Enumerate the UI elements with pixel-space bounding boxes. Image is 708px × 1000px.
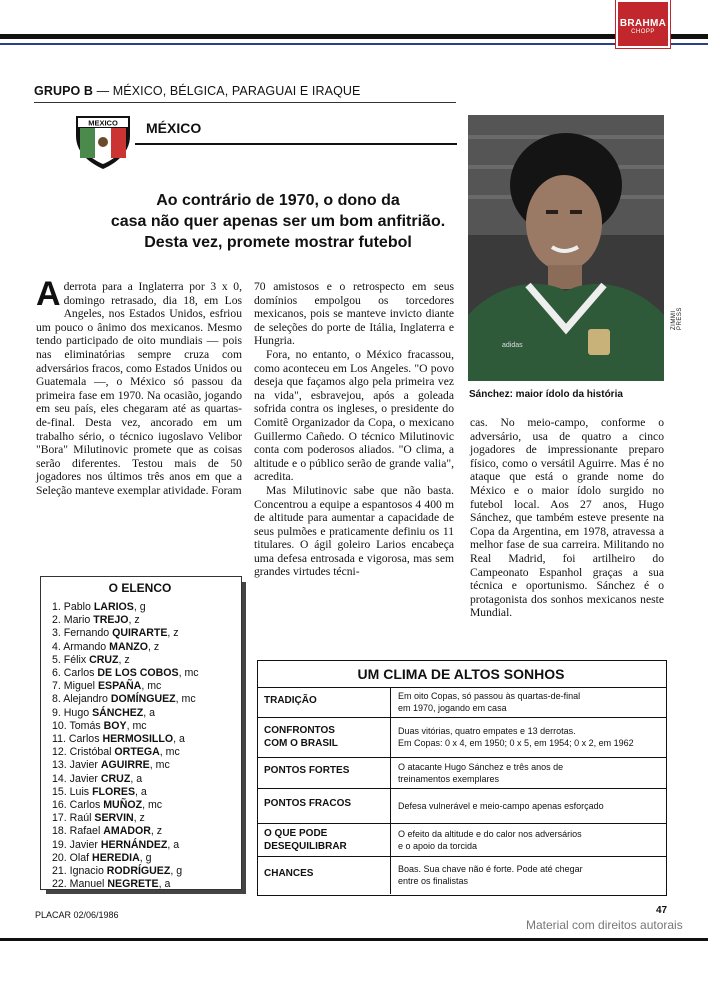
article-column-2: [254, 280, 454, 579]
headline-line: Desta vez, promete mostrar futebol: [144, 234, 412, 251]
clima-value-line: entre os finalistas: [398, 876, 469, 886]
player-number-first: 14. Javier: [52, 772, 101, 785]
clima-value-line: Em oito Copas, só passou às quartas-de-final: [398, 691, 581, 701]
clima-value: [398, 863, 660, 887]
player-row: [52, 786, 199, 799]
player-row: [52, 627, 199, 640]
clima-value-line: O atacante Hugo Sánchez e três anos de: [398, 761, 564, 772]
player-position: , g: [170, 865, 183, 878]
player-row: [52, 799, 199, 812]
mexico-crest-icon: [74, 114, 132, 170]
clima-row-line: [257, 687, 666, 688]
player-last-name: NEGRETE: [107, 878, 159, 891]
player-row: [52, 667, 199, 680]
player-row: [52, 720, 199, 733]
clima-key-line: O QUE PODE: [264, 827, 328, 839]
clima-key: [264, 724, 338, 750]
player-row: [52, 878, 199, 891]
player-last-name: QUIRARTE: [112, 627, 168, 640]
clima-value-line: Boas. Sua chave não é forte. Pode até chegar: [398, 864, 583, 874]
player-row: [52, 759, 199, 772]
clima-key: [264, 797, 351, 810]
player-last-name: BOY: [103, 719, 127, 732]
player-number-first: 15. Luis: [52, 785, 93, 798]
player-last-name: FLORES: [92, 785, 136, 798]
watermark: Material com direitos autorais: [526, 918, 683, 932]
paragraph: cas. No meio-campo, conforme o adversário, usa de quatro a cinco jogadores de impressionante preparo físico, como o versátil Aguirre. Mas é no ataque que está o grande nome do México e o maior ídolo surgido no futebol local. Aos 27 anos, Hugo Sánchez, que também esteve presente na Copa da Argentina, em 1978, atravessa a melhor fase de sua carreira. Militando no Real Madrid, foi artilheiro do Campeonato Espanhol graças a sua técnica e oportunismo. Sánchez é o protagonista dos sonhos mexicanos neste Mundial.: [470, 416, 664, 620]
clima-value: [398, 800, 660, 812]
player-row: [52, 641, 199, 654]
player-position: , a: [158, 878, 171, 891]
player-last-name: DE LOS COBOS: [97, 667, 179, 680]
player-number-first: 4. Armando: [52, 640, 110, 653]
country-title: MÉXICO: [146, 120, 202, 136]
player-row: [52, 852, 199, 865]
player-position: , mc: [141, 680, 162, 693]
player-position: , a: [130, 772, 143, 785]
brand-sub: CHOPP: [631, 29, 655, 35]
player-last-name: SÁNCHEZ: [92, 706, 144, 719]
player-row: [52, 693, 199, 706]
elenco-list: [52, 601, 199, 891]
clima-row-line: [257, 856, 666, 857]
group-label: GRUPO B: [34, 84, 94, 98]
clima-value-line: e o apoio da torcida: [398, 840, 478, 851]
player-row: [52, 654, 199, 667]
clima-row-line: [257, 717, 666, 718]
clima-key-line: CHANCES: [264, 867, 314, 879]
player-last-name: AMADOR: [103, 825, 151, 838]
clima-key: [264, 764, 349, 777]
player-number-first: 22. Manuel: [52, 878, 108, 891]
group-teams: — MÉXICO, BÉLGICA, PARAGUAI E IRAQUE: [93, 84, 361, 98]
photo-caption: Sánchez: maior ídolo da história: [469, 389, 623, 400]
player-number-first: 17. Raúl: [52, 812, 95, 825]
player-position: , mc: [175, 693, 196, 706]
footer-issue: PLACAR 02/06/1986: [35, 910, 119, 920]
clima-value: [398, 690, 660, 714]
player-row: [52, 746, 199, 759]
player-number-first: 12. Cristóbal: [52, 746, 115, 759]
player-number-first: 7. Miguel: [52, 680, 98, 693]
sanchez-photo: [468, 115, 664, 381]
clima-row-line: [257, 823, 666, 824]
player-position: , z: [147, 640, 160, 653]
player-number-first: 1. Pablo: [52, 601, 94, 613]
player-number-first: 10. Tomás: [52, 719, 104, 732]
player-row: [52, 839, 199, 852]
player-position: , mc: [149, 759, 170, 772]
top-rule: [0, 34, 708, 39]
player-number-first: 2. Mario: [52, 614, 94, 627]
clima-row-line: [257, 757, 666, 758]
brahma-logo: [616, 0, 670, 48]
player-last-name: DOMÍNGUEZ: [110, 693, 176, 706]
clima-value-line: O efeito da altitude e do calor nos adversários: [398, 828, 582, 839]
photo-credit: ZIMMI PRESS: [671, 307, 683, 330]
player-number-first: 8. Alejandro: [52, 693, 111, 706]
drop-cap: A: [36, 275, 61, 313]
player-last-name: ESPAÑA: [97, 680, 142, 693]
clima-key: [264, 694, 317, 707]
clima-title: UM CLIMA DE ALTOS SONHOS: [357, 666, 565, 682]
player-number-first: 19. Javier: [52, 838, 101, 851]
player-number-first: 11. Carlos: [52, 733, 103, 746]
player-position: , a: [167, 838, 180, 851]
clima-divider: [390, 687, 391, 894]
player-last-name: HERMOSILLO: [102, 733, 174, 746]
player-number-first: 20. Olaf: [52, 851, 93, 864]
clima-key: [264, 867, 313, 880]
player-last-name: MUÑOZ: [103, 799, 143, 812]
player-position: , g: [133, 601, 146, 613]
clima-value-line: Defesa vulnerável e meio-campo apenas esforçado: [398, 800, 604, 811]
footer-rule: [0, 938, 708, 941]
clima-row-line: [257, 788, 666, 789]
player-position: , a: [135, 785, 147, 798]
player-row: [52, 773, 199, 786]
player-last-name: AGUIRRE: [100, 759, 150, 772]
player-row: [52, 733, 199, 746]
player-position: , a: [173, 733, 185, 746]
paragraph: 70 amistosos e o retrospecto em seus domínios empolgou os torcedores mexicanos, pois se manteve invicto diante de seleções do porte de Itália, Inglaterra e Hungria.: [254, 280, 454, 348]
article-column-3: [470, 416, 664, 620]
player-last-name: MANZO: [109, 640, 148, 653]
player-number-first: 18. Rafael: [52, 825, 104, 838]
clima-key-line: CONFRONTOS: [264, 725, 335, 736]
player-number-first: 5. Félix: [52, 653, 90, 666]
player-last-name: CRUZ: [89, 653, 119, 666]
player-photo-illustration: [468, 115, 664, 381]
player-number-first: 9. Hugo: [52, 706, 93, 719]
page-number: 47: [656, 905, 668, 916]
crest-text: MEXICO: [88, 118, 118, 128]
player-last-name: RODRÍGUEZ: [106, 865, 171, 878]
player-row: [52, 614, 199, 627]
player-position: , g: [139, 851, 152, 864]
clima-key-line: DESEQUILIBRAR: [264, 840, 347, 852]
player-number-first: 3. Fernando: [52, 627, 113, 640]
group-rule: [34, 102, 456, 103]
player-row: [52, 812, 199, 825]
player-position: , z: [128, 614, 140, 627]
paragraph: Mas Milutinovic sabe que não basta. Concentrou a equipe a espantosos 4 400 m de altitude para aumentar a capacidade de seus pulmões e praticamente definiu os 11 titulares. O ágil goleiro Larios encabeça uma defesa entrosada e vigorosa, mas sem grandes virtudes técni-: [254, 483, 454, 579]
player-last-name: HERNÁNDEZ: [100, 838, 168, 851]
country-rule: [135, 143, 457, 145]
player-row: [52, 601, 199, 614]
player-last-name: HEREDIA: [92, 851, 140, 864]
player-number-first: 21. Ignacio: [52, 865, 107, 878]
player-position: , mc: [159, 746, 180, 759]
top-blue-rule: [0, 43, 708, 45]
player-position: , a: [143, 706, 156, 719]
player-number-first: 16. Carlos: [52, 799, 104, 812]
player-row: [52, 865, 199, 878]
clima-key-line: PONTOS FORTES: [264, 765, 350, 776]
player-position: , mc: [142, 799, 163, 812]
player-number-first: 13. Javier: [52, 759, 101, 772]
player-last-name: CRUZ: [100, 772, 131, 785]
clima-value-line: em 1970, jogando em casa: [398, 703, 507, 713]
player-number-first: 6. Carlos: [52, 667, 98, 680]
brand-name: BRAHMA: [619, 18, 667, 29]
player-last-name: SERVIN: [94, 812, 134, 825]
clima-key-line: PONTOS FRACOS: [264, 798, 352, 809]
paragraph: Fora, no entanto, o México fracassou, como aconteceu em Los Angeles. "O povo deseja que façamos algo pela primeira vez na vida", esbravejou, após a goleada sofrida contra os ingleses, o presidente do Comitê Organizador da Copa, o mexicano Guillermo Cañedo. O técnico Milutinovic conta com poderosos aliados. "O clima, a altitude e o público serão de grande valia", acredita.: [254, 347, 454, 484]
article-column-1: [36, 275, 242, 498]
clima-value-line: treinamentos exemplares: [398, 773, 500, 784]
player-position: , z: [150, 825, 163, 838]
headline-line: casa não quer apenas ser um bom anfitrião.: [110, 213, 446, 230]
player-position: , z: [133, 812, 145, 825]
player-row: [52, 707, 199, 720]
player-last-name: ORTEGA: [114, 746, 160, 759]
player-row: [52, 680, 199, 693]
clima-value: [398, 761, 660, 785]
svg-text:adidas: adidas: [502, 342, 523, 349]
clima-value: [398, 725, 660, 749]
clima-key: [264, 827, 347, 853]
clima-key-line: TRADIÇÃO: [264, 694, 317, 706]
player-position: , z: [167, 627, 179, 640]
player-last-name: TREJO: [93, 614, 129, 627]
group-title: [34, 84, 360, 98]
clima-value-line: Em Copas: 0 x 4, em 1950; 0 x 5, em 1954; 0 x 2, em 1962: [398, 738, 634, 748]
player-last-name: LARIOS: [93, 601, 134, 613]
player-position: , z: [118, 653, 130, 666]
clima-key-line: COM O BRASIL: [264, 738, 338, 749]
paragraph: derrota para a Inglaterra por 3 x 0, domingo retrasado, dia 18, em Los Angeles, nos Estados Unidos, esfriou um pouco o ânimo dos mexicanos. Mesmo tendo participado de oito mundiais — pois nas eliminatórias sempre cruza com adversários fracos, como Estados Unidos ou Guatemala —, o México só passou da primeira fase em 1970. Na ocasião, jogando em seu país, eles chegaram até as quartas-de-final. Desta vez, ancorado em um trabalho sério, o técnico iugoslavo Velibor "Bora" Milutinovic promete que as coisas serão diferentes. Testou mais de 50 jogadores nos últimos três anos em que a Seleção manteve exemplar atividade. Foram: [36, 280, 242, 497]
headline-line: Ao contrário de 1970, o dono da: [156, 192, 400, 209]
elenco-title: O ELENCO: [108, 581, 172, 595]
player-position: , mc: [178, 667, 199, 680]
clima-value-line: Duas vitórias, quatro empates e 13 derrotas.: [398, 726, 576, 736]
clima-value: [398, 828, 660, 852]
player-position: , mc: [126, 719, 147, 732]
player-row: [52, 825, 199, 838]
headline: [100, 190, 456, 253]
